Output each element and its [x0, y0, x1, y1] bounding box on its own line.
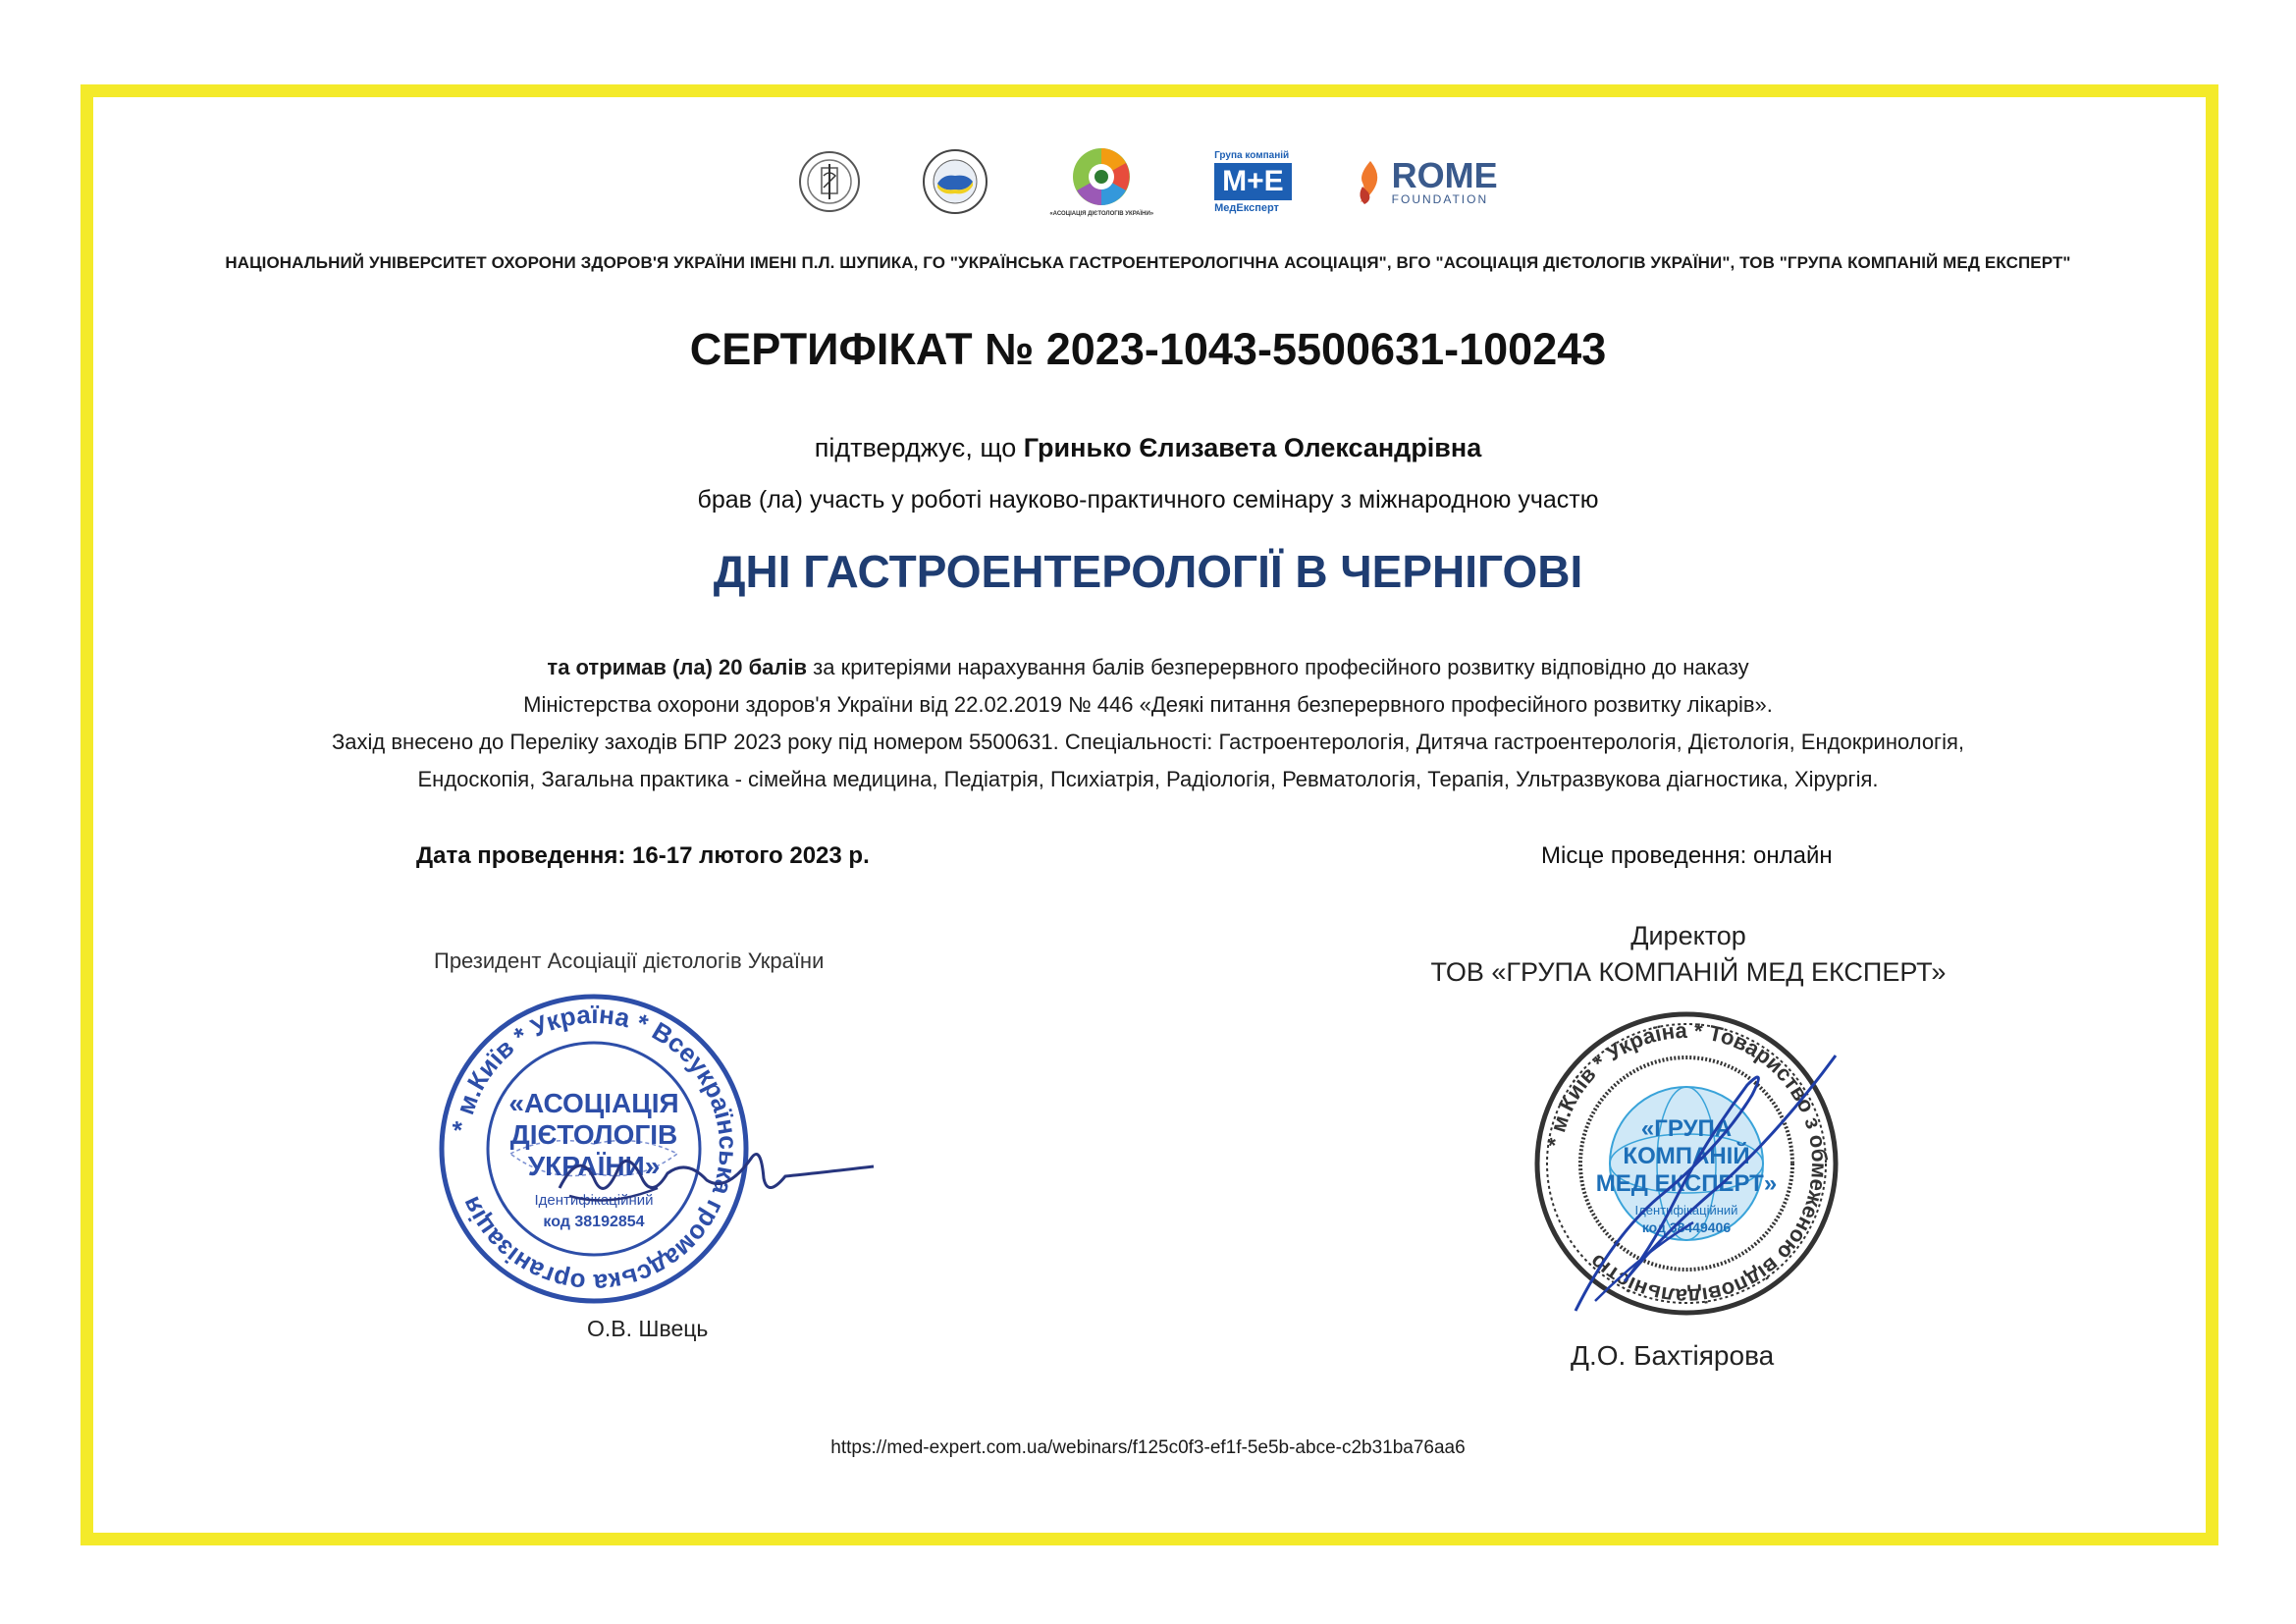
- event-date: Дата проведення: 16-17 лютого 2023 р.: [416, 842, 870, 869]
- seal1-ring-text: * м.Київ * Україна * Всеукраїнська громадська організація: [446, 999, 744, 1299]
- medexpert-label-top: Група компаній: [1214, 149, 1290, 161]
- medexpert-label-bottom: МедЕксперт: [1214, 201, 1279, 214]
- seal1-line2: ДІЄТОЛОГІВ: [509, 1119, 678, 1150]
- logos-row: [0, 133, 2296, 231]
- university-crest-icon: [798, 137, 861, 226]
- president-role: Президент Асоціації дієтологів України: [434, 948, 825, 973]
- seal1-id-code: код 38192854: [543, 1214, 645, 1230]
- seal2-line2: КОМПАНІЙ: [1623, 1143, 1750, 1169]
- director-role: [1374, 918, 2002, 991]
- rome-name: ROME: [1391, 155, 1498, 195]
- seal1-line3: УКРАЇНИ»: [527, 1151, 661, 1181]
- points-rest: за критеріями нарахування балів безперервного професійного розвитку відповідно до наказу: [807, 655, 1749, 679]
- director-signature-icon: [1556, 1036, 1850, 1326]
- seal2-id-label: Ідентифікаційний: [1634, 1203, 1738, 1218]
- specialties-line-1: Захід внесено до Переліку заходів БПР 2023 року під номером 5500631. Спеціальності: Гастроентерологія, Дитяча гастроентерологія, Дієтологія, Ендокринологія,: [332, 730, 1964, 754]
- recipient-name: Гринько Єлизавета Олександрівна: [1023, 433, 1482, 462]
- rome-sub: FOUNDATION: [1391, 192, 1489, 206]
- seal1-line1: «АСОЦІАЦІЯ: [508, 1088, 679, 1118]
- organizers-line: НАЦІОНАЛЬНИЙ УНІВЕРСИТЕТ ОХОРОНИ ЗДОРОВ'Я УКРАЇНИ ІМЕНІ П.Л. ШУПИКА, ГО "УКРАЇНСЬКА ГАСТРОЕНТЕРОЛОГІЧНА АСОЦІАЦІЯ", ВГО "АСОЦІАЦІЯ ДІЄТОЛОГІВ УКРАЇНИ", ТОВ "ГРУПА КОМПАНІЙ МЕД ЕКСПЕРТ": [225, 253, 2071, 272]
- director-company: ТОВ «ГРУПА КОМПАНІЙ МЕД ЕКСПЕРТ»: [1430, 957, 1947, 987]
- gastroenterology-association-icon: [922, 137, 988, 226]
- certificate-url: https://med-expert.com.ua/webinars/f125c0f3-ef1f-5e5b-abce-c2b31ba76aa6: [830, 1437, 1466, 1458]
- certificate-border: [80, 84, 2218, 1545]
- director-name: Д.О. Бахтіярова: [1571, 1340, 1775, 1371]
- medexpert-logo-icon: [1214, 137, 1292, 226]
- order-line: Міністерства охорони здоров'я України від 22.02.2019 № 446 «Деякі питання безперервного професійного розвитку лікарів».: [523, 692, 1773, 717]
- points-line: [0, 655, 2296, 680]
- seal1-id-label: Ідентифікаційний: [534, 1192, 654, 1209]
- rome-foundation-icon: [1353, 137, 1498, 226]
- dietitians-logo-caption: «АСОЦІАЦІЯ ДІЄТОЛОГІВ УКРАЇНИ»: [1049, 211, 1154, 217]
- specialties-line-2: Ендоскопія, Загальна практика - сімейна медицина, Педіатрія, Психіатрія, Радіологія, Ревматологія, Терапія, Ультразвукова діагностика, Хірургія.: [417, 767, 1879, 791]
- dietitians-association-icon: [1049, 137, 1153, 226]
- confirm-prefix: підтверджує, що: [814, 433, 1024, 462]
- seal2-line1: «ГРУПА: [1640, 1115, 1733, 1142]
- seal2-id-code: код 38449406: [1641, 1219, 1732, 1235]
- participation-line: брав (ла) участь у роботі науково-практичного семінару з міжнародною участю: [697, 486, 1599, 514]
- event-place: Місце проведення: онлайн: [1541, 842, 1833, 869]
- president-name: О.В. Швець: [587, 1316, 709, 1341]
- director-title: Директор: [1630, 921, 1746, 950]
- confirm-line: [0, 433, 2296, 463]
- points-bold: та отримав (ла) 20 балів: [547, 655, 808, 679]
- president-signature-icon: [550, 1119, 883, 1242]
- seal2-line3: МЕД ЕКСПЕРТ»: [1595, 1170, 1778, 1197]
- event-title: ДНІ ГАСТРОЕНТЕРОЛОГІЇ В ЧЕРНІГОВІ: [713, 546, 1583, 597]
- seal2-ring-text: * м.Київ * Україна * Товариство з обмеженою відповідальністю: [1542, 1017, 1833, 1310]
- certificate-title: СЕРТИФІКАТ № 2023-1043-5500631-100243: [689, 324, 1607, 374]
- medexpert-mark: М+Е: [1214, 163, 1292, 200]
